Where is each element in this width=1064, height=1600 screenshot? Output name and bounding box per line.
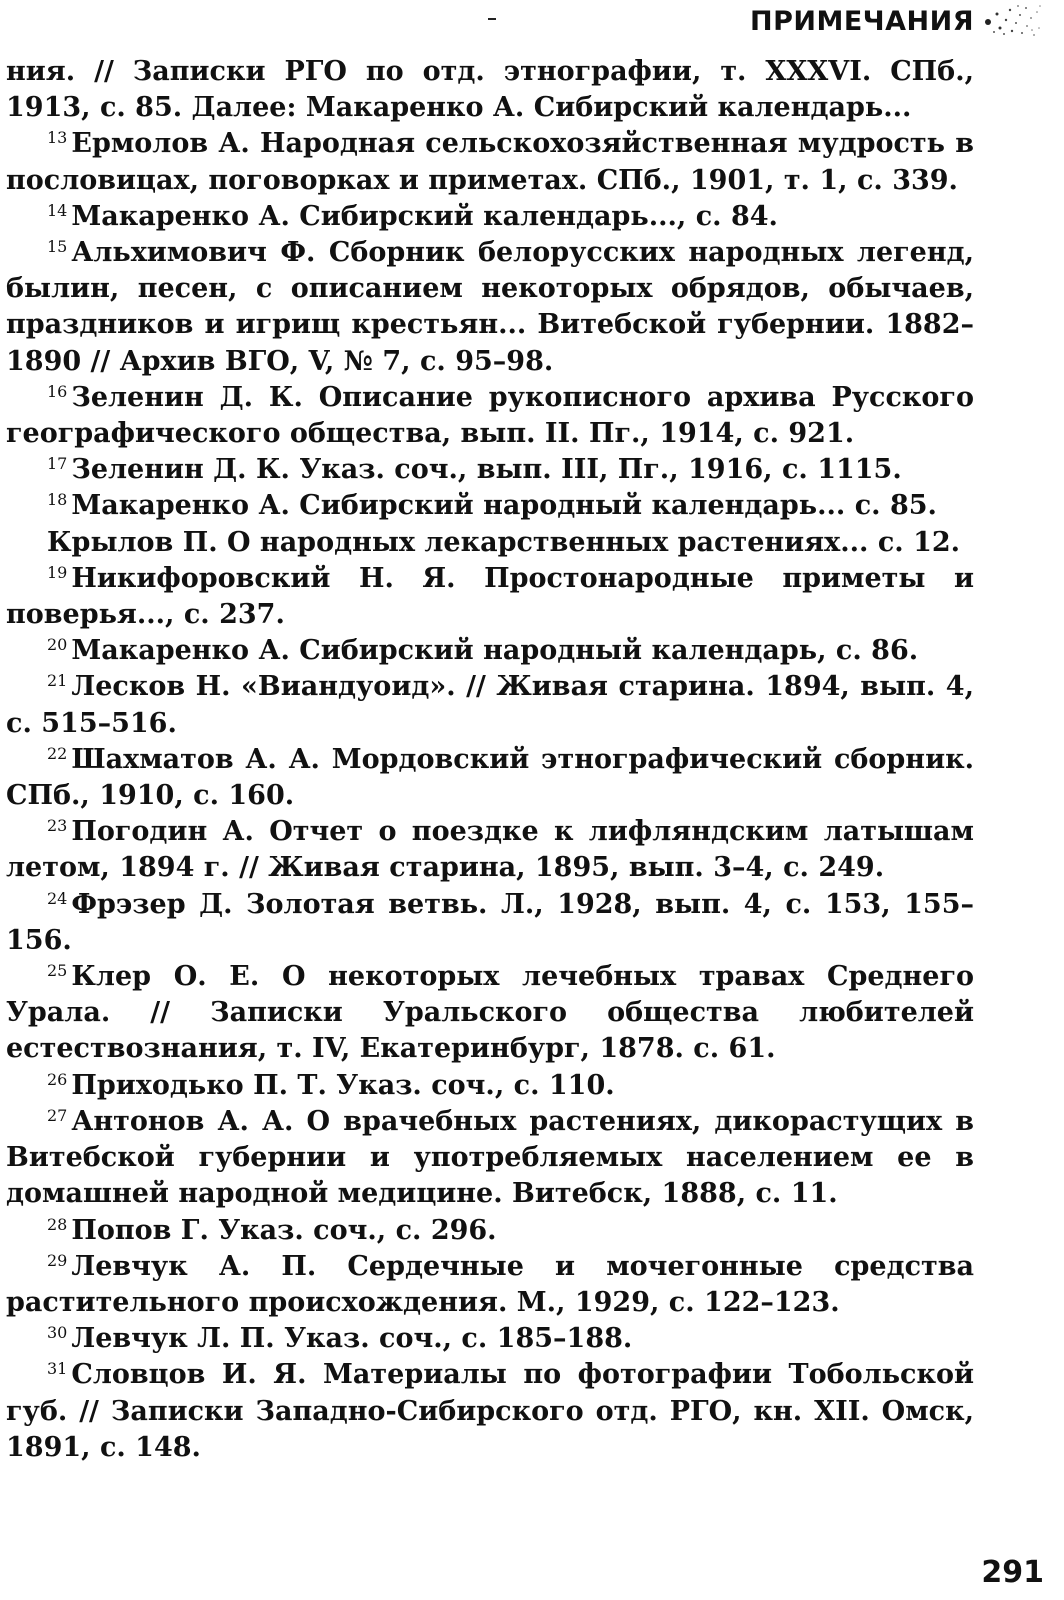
endnote-30: $^{30}$ Левчук Л. П. Указ. соч., с. 185–188.	[47, 1323, 633, 1355]
endnote-27: $^{27}$ Антонов А. А. О врачебных растениях, дикорастущих в Витебской губернии и употребляемых населением ее в домашней народной медицине. Витебск, 1888, с. 11.	[6, 1105, 974, 1210]
dotted-ornament-icon	[982, 4, 1042, 38]
endnote-29: $^{29}$ Левчук А. П. Сердечные и мочегонные средства растительного происхождения. М., 1929, с. 122–123.	[6, 1250, 974, 1318]
header-dash-mark	[488, 18, 496, 20]
endnote-continuation: ния. // Записки РГО по отд. этнографии, т. XXXVI. СПб., 1913, с. 85. Далее: Макаренко А. Сибирский календарь...	[6, 56, 974, 124]
endnote-21: $^{21}$ Лесков Н. «Виандуоид». // Живая старина. 1894, вып. 4, с. 515–516.	[6, 671, 974, 739]
endnote-17: $^{17}$ Зеленин Д. К. Указ. соч., вып. III, Пг., 1916, с. 1115.	[47, 454, 902, 486]
endnote-26: $^{26}$ Приходько П. Т. Указ. соч., с. 110.	[47, 1069, 615, 1101]
endnote-24: $^{24}$ Фрэзер Д. Золотая ветвь. Л., 1928, вып. 4, с. 153, 155–156.	[6, 888, 974, 956]
endnote-20: $^{20}$ Макаренко А. Сибирский народный календарь, с. 86.	[47, 635, 919, 667]
endnote-18: $^{18}$ Макаренко А. Сибирский народный календарь... с. 85.	[47, 490, 937, 522]
endnote-23: $^{23}$ Погодин А. Отчет о поездке к лифляндским латышам летом, 1894 г. // Живая старина, 1895, вып. 3–4, с. 249.	[6, 816, 974, 884]
running-head	[750, 4, 1042, 38]
running-head-title: ПРИМЕЧАНИЯ	[750, 5, 974, 37]
endnote-25: $^{25}$ Клер О. Е. О некоторых лечебных травах Среднего Урала. // Записки Уральского общества любителей естествознания, т. IV, Екатеринбург, 1878. с. 61.	[6, 961, 974, 1065]
endnote-14: $^{14}$ Макаренко А. Сибирский календарь..., с. 84.	[47, 200, 778, 232]
endnote-18-extra: Крылов П. О народных лекарственных растениях... с. 12.	[47, 526, 961, 558]
endnote-31: $^{31}$ Словцов И. Я. Материалы по фотографии Тобольской губ. // Записки Западно-Сибирского отд. РГО, кн. XII. Омск, 1891, с. 148.	[6, 1359, 974, 1463]
endnote-16: $^{16}$ Зеленин Д. К. Описание рукописного архива Русского географического общества, вып. II. Пг., 1914, с. 921.	[6, 381, 974, 450]
endnote-19: $^{19}$ Никифоровский Н. Я. Простонародные приметы и поверья..., с. 237.	[6, 562, 974, 631]
endnote-22: $^{22}$ Шахматов А. А. Мордовский этнографический сборник. СПб., 1910, с. 160.	[6, 743, 974, 812]
endnote-28: $^{28}$ Попов Г. Указ. соч., с. 296.	[47, 1214, 497, 1246]
page-number: 291	[981, 1555, 1044, 1590]
endnote-15: $^{15}$ Альхимович Ф. Сборник белорусских народных легенд, былин, песен, с описанием некоторых обрядов, обычаев, праздников и игрищ крестьян... Витебской губернии. 1882–1890 // Архив ВГО, V, № 7, с. 95–98.	[6, 237, 974, 377]
endnote-13: $^{13}$ Ермолов А. Народная сельскохозяйственная мудрость в пословицах, поговорках и приметах. СПб., 1901, т. 1, с. 339.	[6, 128, 974, 196]
endnotes-list	[6, 54, 974, 1466]
